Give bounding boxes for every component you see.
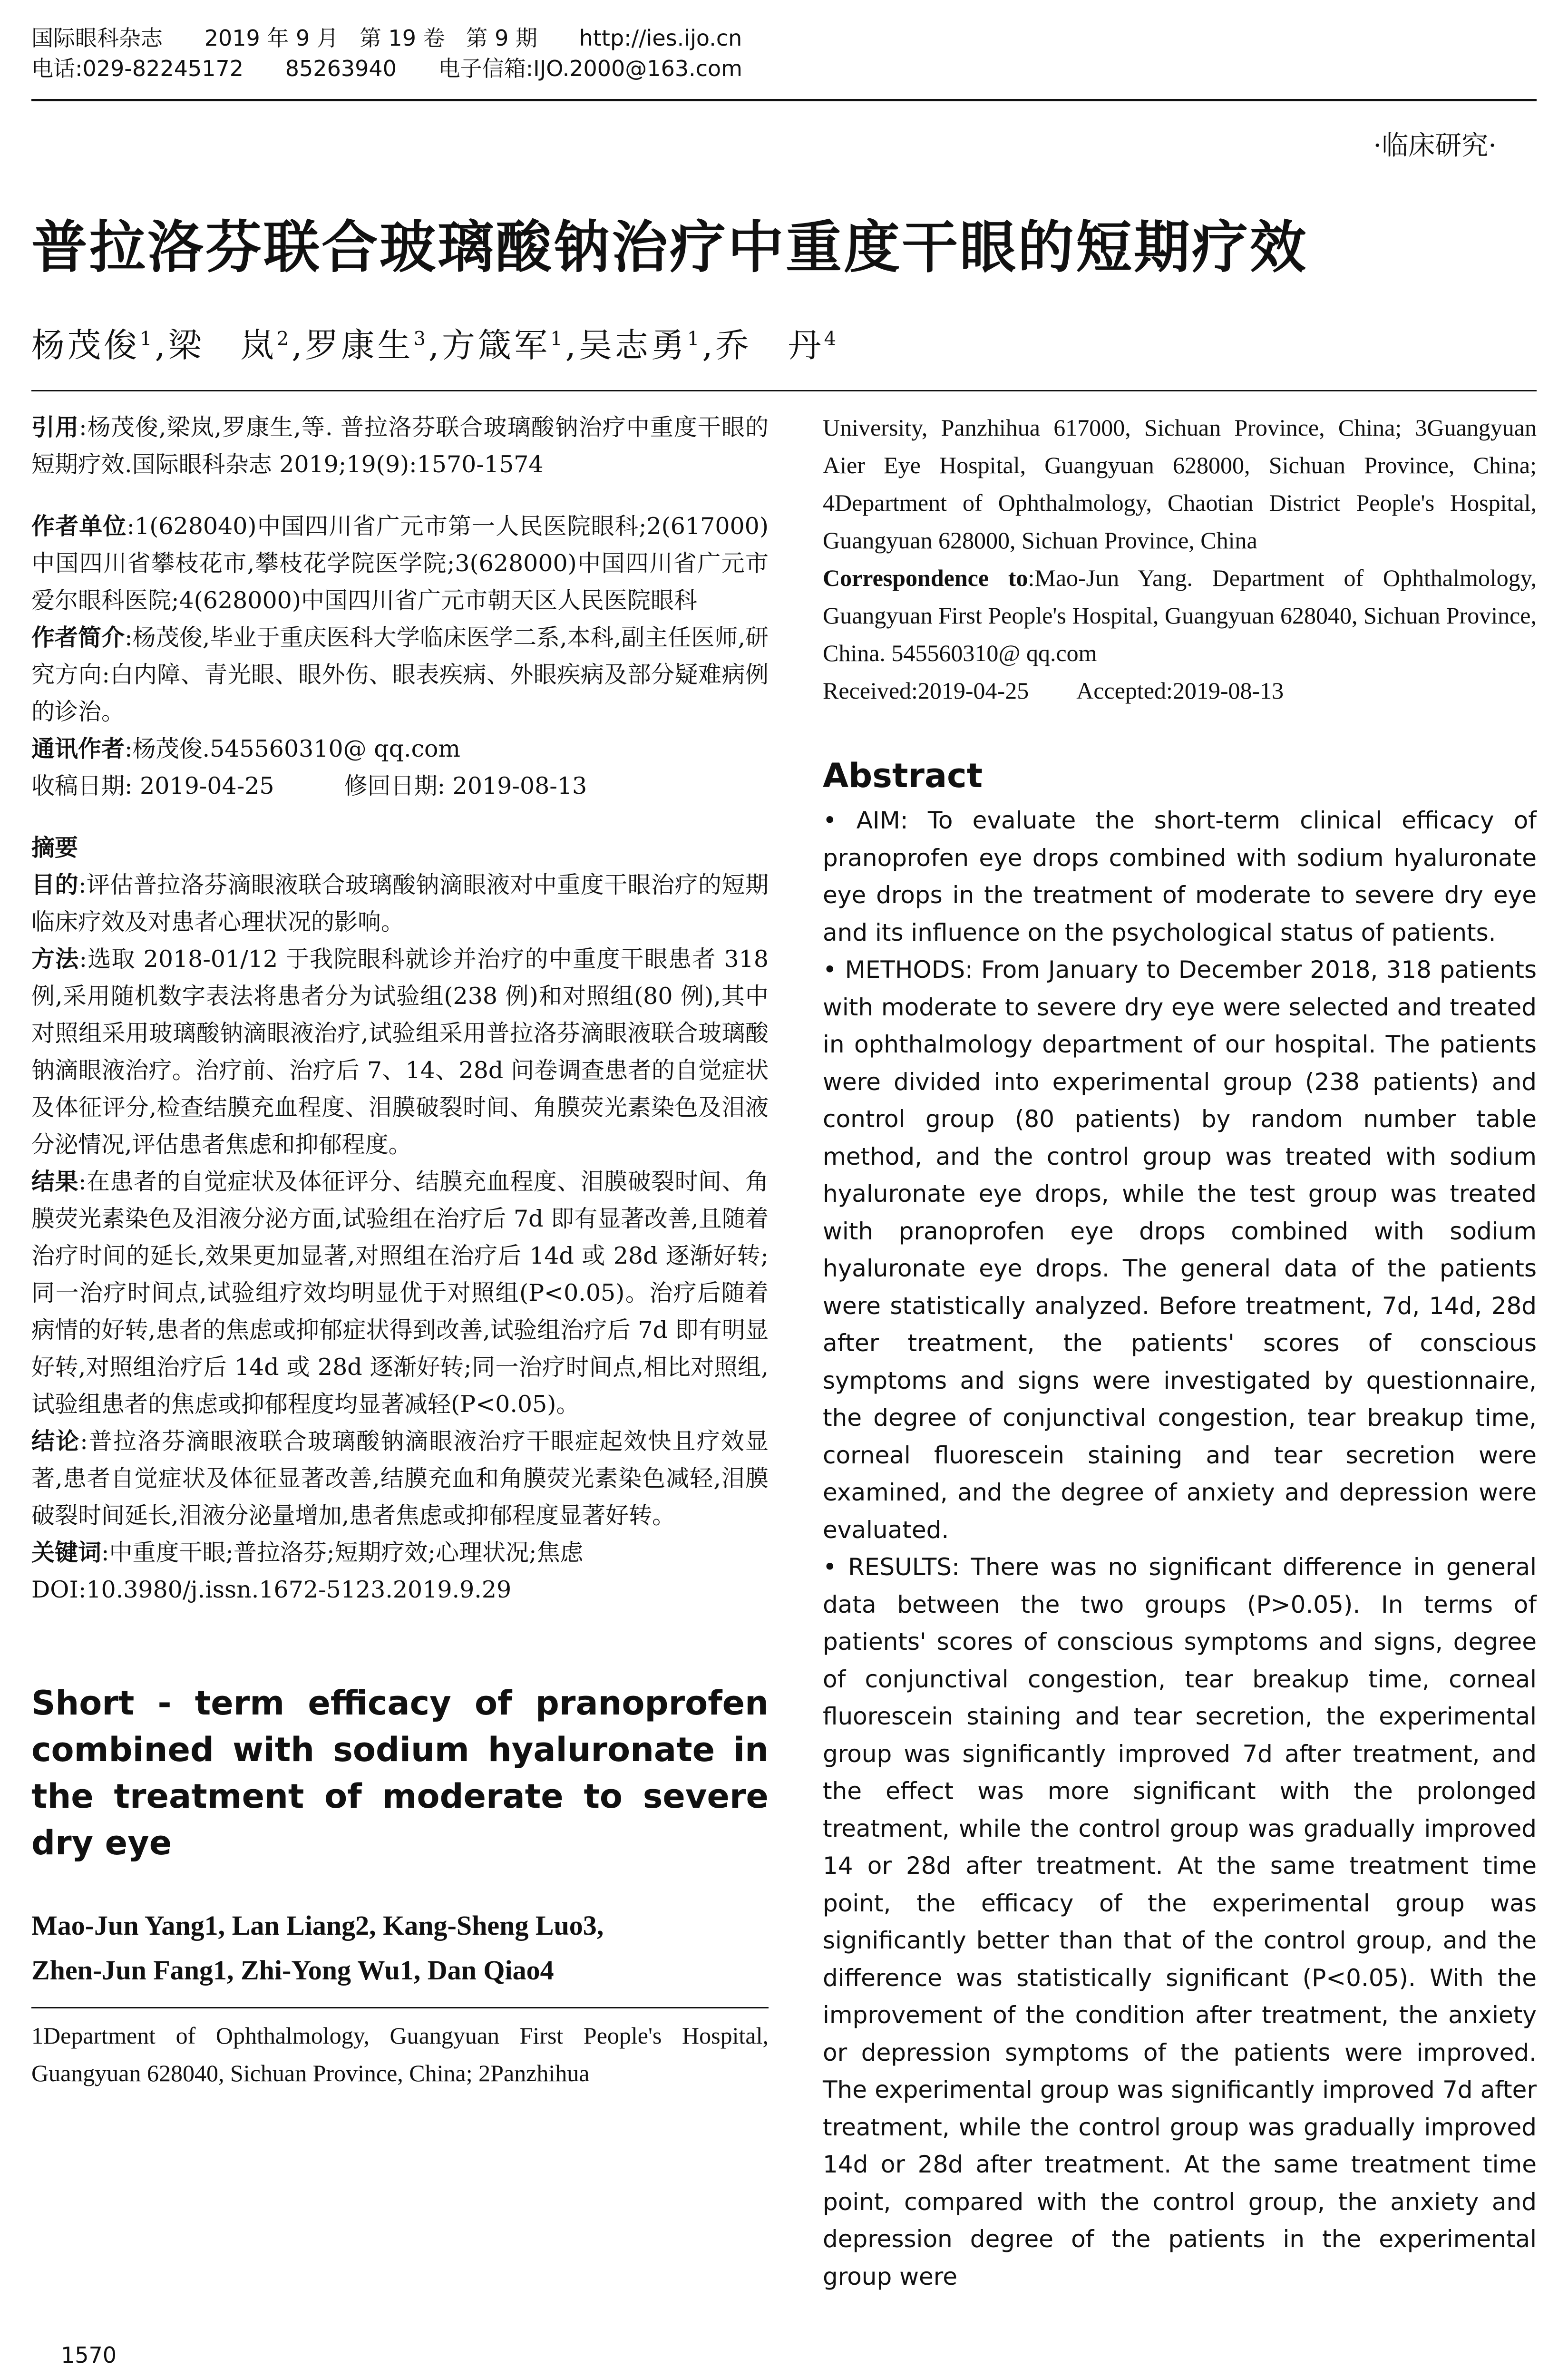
journal-phone-2: 85263940 bbox=[285, 56, 397, 81]
author: 梁 岚$^2$ bbox=[168, 326, 292, 365]
abstract-methods-zh: 方法:选取 2018-01/12 于我院眼科就诊并治疗的中重度干眼患者 318 例,采用随机数字表法将患者分为试验组(238 例)和对照组(80 例),其中对照组采用玻璃酸钠滴眼液治疗,试验组采用普拉洛芬滴眼液联合玻璃酸钠滴眼液治疗。治疗前、治疗后 7、14、28d 问卷调查患者的自觉症状及体征评分,检查结膜充血程度、泪膜破裂时间、角膜荧光素染色及泪液分泌情况,评估患者焦虑和抑郁程度。 bbox=[31, 945, 769, 1158]
journal-phone: 电话:029-82245172 bbox=[31, 56, 244, 81]
author-affiliations: 作者单位:1(628040)中国四川省广元市第一人民医院眼科;2(617000)中国四川省攀枝花市,攀枝花学院医学院;3(628000)中国四川省广元市爱尔眼科医院;4(628000)中国四川省广元市朝天区人民医院眼科 bbox=[31, 513, 769, 614]
abstract-results-zh: 结果:在患者的自觉症状及体征评分、结膜充血程度、泪膜破裂时间、角膜荧光素染色及泪液分泌方面,试验组在治疗后 7d 即有显著改善,且随着治疗时间的延长,效果更加显著,对照组在治疗后 14d 或 28d 逐渐好转;同一治疗时间点,试验组疗效均明显优于对照组(P<0.05)。治疗后随着病情的好转,患者的焦虑或抑郁症状得到改善,试验组治疗后 7d 即有明显好转,对照组治疗后 14d 或 28d 逐渐好转;同一治疗时间点,相比对照组,试验组患者的焦虑或抑郁程度均显著减轻(P<0.05)。 bbox=[31, 1168, 769, 1418]
volume: 第 19 卷 bbox=[359, 25, 445, 51]
english-authors-line-2: Zhen-Jun Fang1, Zhi-Yong Wu1, Dan Qiao4 bbox=[31, 1955, 554, 1986]
english-authors-line-1: Mao-Jun Yang1, Lan Liang2, Kang-Sheng Luo3, bbox=[31, 1910, 604, 1941]
running-header bbox=[31, 23, 1537, 84]
header-rule bbox=[31, 99, 1537, 101]
author: 吴志勇$^1$ bbox=[578, 326, 702, 365]
header-line-2 bbox=[31, 53, 1537, 84]
author: 乔 丹$^4$ bbox=[715, 326, 839, 365]
english-title: Short - term efficacy of pranoprofen combined with sodium hyaluronate in the treatment of moderate to severe dry eye bbox=[31, 1684, 769, 1862]
abstract-aim-zh: 目的:评估普拉洛芬滴眼液联合玻璃酸钠滴眼液对中重度干眼治疗的短期临床疗效及对患者心理状况的影响。 bbox=[31, 871, 769, 935]
abstract-aim: • AIM: To evaluate the short-term clinical efficacy of pranoprofen eye drops combined with sodium hyaluronate eye drops in the treatment of moderate to severe dry eye and its influence on the psychological status of patients. bbox=[823, 807, 1537, 946]
journal-name: 国际眼科杂志 bbox=[31, 25, 163, 51]
author-list: 杨茂俊$^1$,梁 岚$^2$,罗康生$^3$,方箴军$^1$,吴志勇$^1$,乔 丹$^4$ bbox=[31, 326, 839, 365]
english-authors bbox=[31, 1903, 769, 1993]
header-line-1 bbox=[31, 23, 1537, 53]
received-accepted-dates: Received:2019-04-25 Accepted:2019-08-13 bbox=[823, 677, 1284, 704]
author-bio: 作者简介:杨茂俊,毕业于重庆医科大学临床医学二系,本科,副主任医师,研究方向:白内障、青光眼、眼外伤、眼表疾病、外眼疾病及部分疑难病例的诊治。 bbox=[31, 624, 769, 725]
abstract-conclusion-zh: 结论:普拉洛芬滴眼液联合玻璃酸钠滴眼液治疗干眼症起效快且疗效显著,患者自觉症状及体征显著改善,结膜充血和角膜荧光素染色减轻,泪膜破裂时间延长,泪液分泌量增加,患者焦虑或抑郁程度显著好转。 bbox=[31, 1428, 769, 1529]
abstract-heading-zh: 摘要 bbox=[31, 834, 78, 861]
issue-date: 2019 年 9 月 bbox=[204, 25, 339, 51]
article-title: 普拉洛芬联合玻璃酸钠治疗中重度干眼的短期疗效 bbox=[31, 214, 1308, 280]
author: 罗康生$^3$ bbox=[305, 326, 429, 365]
journal-email[interactable]: 电子信箱:IJO.2000@163.com bbox=[438, 56, 742, 81]
section-label: ·临床研究· bbox=[1373, 130, 1497, 161]
right-column bbox=[823, 409, 1537, 2295]
journal-url[interactable]: http://ies.ijo.cn bbox=[579, 25, 742, 51]
author-rule bbox=[31, 390, 1537, 391]
issue: 第 9 期 bbox=[466, 25, 537, 51]
affiliation-continued: University, Panzhihua 617000, Sichuan Province, China; 3Guangyuan Aier Eye Hospital, Guangyuan 628000, Sichuan Province, China; 4Department of Ophthalmology, Chaotian District People's Hospital, Guangyuan 628000, Sichuan Province, China bbox=[823, 414, 1537, 554]
keywords-zh: 关键词:中重度干眼;普拉洛芬;短期疗效;心理状况;焦虑 bbox=[31, 1539, 584, 1566]
footnote-rule bbox=[31, 2007, 769, 2008]
abstract-results: • RESULTS: There was no significant difference in general data between the two groups (P>0.05). In terms of patients' scores of conscious symptoms and signs, degree of conjunctival congestion, tear breakup time, corneal fluorescein staining and tear secretion, the experimental group was significantly improved 7d after treatment, and the effect was more significant with the prolonged treatment, while the control group was gradually improved 14 or 28d after treatment. At the same treatment time point, the efficacy of the experimental group was significantly better than that of the control group, and the difference was statistically significant (P<0.05). With the improvement of the condition after treatment, the anxiety or depression symptoms of the patients were improved. The experimental group was significantly improved 7d after treatment, while the control group was gradually improved 14d or 28d after treatment. At the same treatment time point, compared with the control group, the anxiety and depression degree of the patients in the experimental group were bbox=[823, 1553, 1537, 2290]
left-column bbox=[31, 409, 769, 2092]
affiliation-footnote: 1Department of Ophthalmology, Guangyuan First People's Hospital, Guangyuan 628040, Sichuan Province, China; 2Panzhihua bbox=[31, 2022, 769, 2086]
corresponding-author: 通讯作者:杨茂俊.545560310@ qq.com bbox=[31, 735, 460, 762]
abstract-heading: Abstract bbox=[823, 756, 983, 795]
received-revised-dates: 收稿日期: 2019-04-25 修回日期: 2019-08-13 bbox=[31, 772, 587, 799]
page-number: 1570 bbox=[61, 2342, 117, 2368]
citation: 引用:杨茂俊,梁岚,罗康生,等. 普拉洛芬联合玻璃酸钠治疗中重度干眼的短期疗效.国际眼科杂志 2019;19(9):1570-1574 bbox=[31, 414, 769, 478]
correspondence: Correspondence to:Mao-Jun Yang. Department of Ophthalmology, Guangyuan First People's Hospital, Guangyuan 628040, Sichuan Province, China. 545560310@ qq.com bbox=[823, 565, 1537, 666]
abstract-methods: • METHODS: From January to December 2018, 318 patients with moderate to severe dry eye were selected and treated in ophthalmology department of our hospital. The patients were divided into experimental group (238 patients) and control group (80 patients) by random number table method, and the control group was treated with sodium hyaluronate eye drops, while the test group was treated with pranoprofen eye drops combined with sodium hyaluronate eye drops. The general data of the patients were statistically analyzed. Before treatment, 7d, 14d, 28d after treatment, the patients' scores of conscious symptoms and signs were investigated by questionnaire, the degree of conjunctival congestion, tear breakup time, corneal fluorescein staining and tear secretion were examined, and the degree of anxiety and depression were evaluated. bbox=[823, 956, 1537, 1544]
author: 方箴军$^1$ bbox=[442, 326, 565, 365]
author: 杨茂俊$^1$ bbox=[31, 326, 155, 365]
doi[interactable]: DOI:10.3980/j.issn.1672-5123.2019.9.29 bbox=[31, 1576, 512, 1603]
